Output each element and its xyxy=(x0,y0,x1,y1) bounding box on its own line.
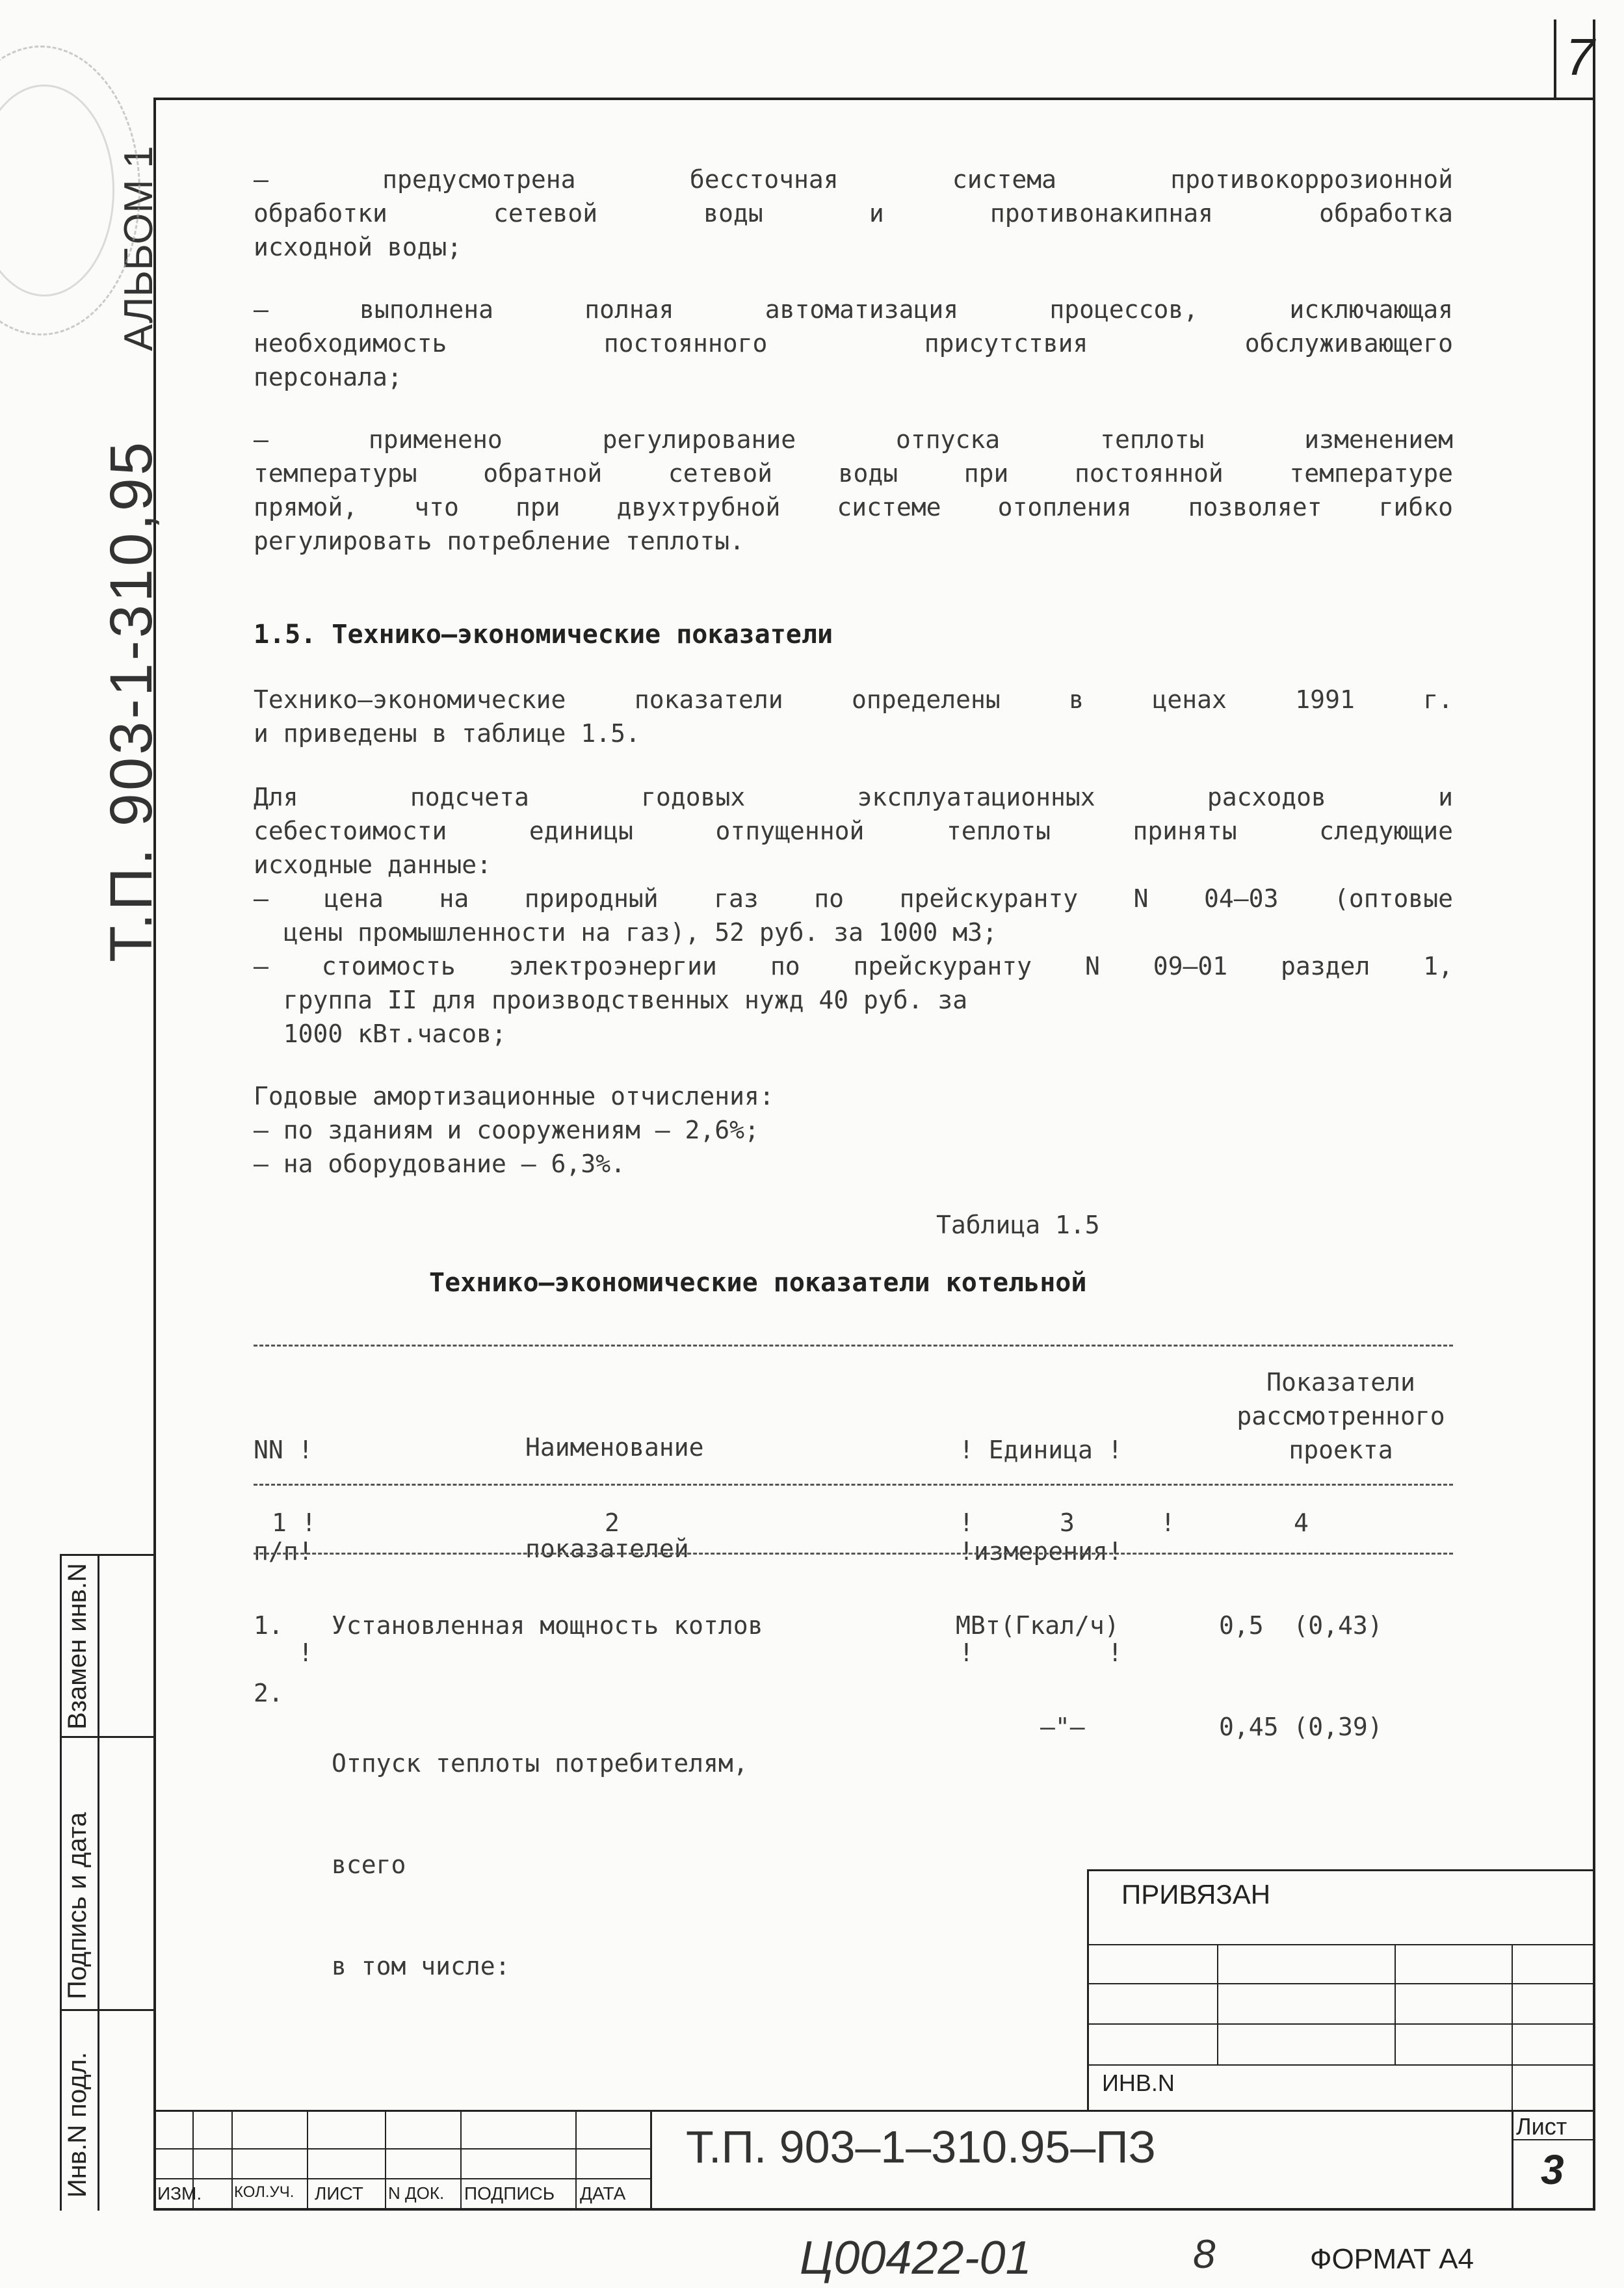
table-row-value: 0,5 (0,43) xyxy=(1219,1611,1383,1640)
row-name-line: в том числе: xyxy=(332,1952,510,1980)
amortization-item: – по зданиям и сооружениям – 2,6%; xyxy=(254,1116,759,1144)
header-line: Показатели xyxy=(1266,1368,1415,1397)
table-row-unit: –"– xyxy=(1040,1713,1085,1741)
side-strip-sep-2 xyxy=(60,2009,156,2011)
frame-bottom xyxy=(153,2208,1595,2211)
data-intro xyxy=(254,780,1453,882)
line: цены промышленности на газ), 52 руб. за 1000 м3; xyxy=(254,918,997,947)
section-intro xyxy=(254,683,1453,750)
table-rule-numbers xyxy=(254,1553,1453,1555)
header-line: рассмотренного xyxy=(1237,1402,1445,1430)
col-number-sep: ! xyxy=(1160,1508,1175,1537)
section-heading: 1.5. Технико–экономические показатели xyxy=(254,620,833,650)
amortization-block xyxy=(254,1079,1453,1181)
col-label-data: ДАТА xyxy=(580,2183,626,2203)
frame-top xyxy=(153,98,1595,100)
stamp-box-top xyxy=(1087,1869,1595,1871)
line: исходные данные: xyxy=(254,850,492,879)
handwritten-number: 8 xyxy=(1193,2232,1216,2277)
line: – стоимость электроэнергии по прейскуранту N 09–01 раздел 1, xyxy=(254,952,1453,980)
line: – предусмотрена бессточная система противокоррозионной xyxy=(254,165,1453,194)
line: – цена на природный газ по прейскуранту N 04–03 (оптовые xyxy=(254,884,1453,913)
paragraph-regulation xyxy=(254,423,1453,558)
amortization-item: – на оборудование – 6,3%. xyxy=(254,1150,625,1178)
line: обработки сетевой воды и противонакипная обработка xyxy=(254,199,1453,228)
title-block-v3 xyxy=(385,2110,386,2211)
side-strip-divider xyxy=(98,1554,99,2211)
col-number-1: 1 ! xyxy=(272,1508,317,1537)
col-number-sep: ! xyxy=(959,1508,974,1537)
line: себестоимости единицы отпущенной теплоты приняты следующие xyxy=(254,817,1453,845)
title-block-v5 xyxy=(575,2110,577,2211)
stamp-grid-v1 xyxy=(1217,1944,1218,2064)
sheet-number: 3 xyxy=(1541,2146,1564,2193)
row-name-line: всего xyxy=(332,1850,406,1879)
line: – выполнена полная автоматизация процессов, исключающая xyxy=(254,295,1453,324)
page-number-corner: 7 xyxy=(1565,28,1595,86)
frame-left xyxy=(153,98,156,2211)
sheet-label: Лист xyxy=(1516,2113,1567,2140)
table-row-num: 1. xyxy=(254,1611,283,1640)
title-block-sheet-left xyxy=(1512,2110,1513,2211)
line: персонала; xyxy=(254,363,402,391)
line: температуры обратной сетевой воды при постоянной температуре xyxy=(254,459,1453,488)
line: и приведены в таблице 1.5. xyxy=(254,719,640,748)
frame-right xyxy=(1593,20,1595,2211)
inv-label: ИНВ.N xyxy=(1102,2070,1175,2096)
table-rule-top xyxy=(254,1345,1453,1347)
title-block-v4 xyxy=(460,2110,462,2211)
title-block-v1 xyxy=(231,2110,233,2211)
line: регулировать потребление теплоты. xyxy=(254,527,744,555)
electricity-price-item xyxy=(254,949,1453,1051)
header-line: показателей xyxy=(525,1534,689,1563)
header-line: !измерения! xyxy=(959,1537,1123,1566)
side-field-signature-date: Подпись и дата xyxy=(63,1812,92,1999)
paragraph-automation xyxy=(254,293,1453,394)
col-label-izm: ИЗМ. xyxy=(157,2183,202,2203)
table-title: Технико–экономические показатели котельной xyxy=(429,1268,1087,1298)
stamp-grid-h4 xyxy=(1087,2064,1595,2066)
col-label-podpis: ПОДПИСЬ xyxy=(464,2183,555,2203)
line: исходной воды; xyxy=(254,233,462,261)
title-block-v2 xyxy=(307,2110,308,2211)
col-label-list: ЛИСТ xyxy=(315,2183,363,2203)
line: – применено регулирование отпуска теплоты изменением xyxy=(254,425,1453,454)
paragraph-anticorrosion xyxy=(254,163,1453,264)
line: 1000 кВт.часов; xyxy=(254,1019,506,1048)
title-block-v6 xyxy=(650,2110,652,2211)
row-name-line: Отпуск теплоты потребителям, xyxy=(332,1749,748,1778)
amortization-title: Годовые амортизационные отчисления: xyxy=(254,1082,774,1111)
stamp-grid-h1 xyxy=(1087,1944,1595,1945)
stamp-grid-v2 xyxy=(1395,1944,1396,2064)
side-code: Т.П. 903-1-310,95 xyxy=(98,439,164,962)
line: прямой, что при двухтрубной системе отопления позволяет гибко xyxy=(254,493,1453,521)
col-number-3: 3 xyxy=(1060,1508,1075,1537)
header-line: проекта xyxy=(1289,1436,1393,1464)
side-field-replacement: Взамен инв.N xyxy=(63,1563,92,1729)
gas-price-item xyxy=(254,882,1453,949)
table-row-num: 2. xyxy=(254,1679,283,1707)
line: группа II для производственных нужд 40 руб. за xyxy=(254,986,968,1014)
line: необходимость постоянного присутствия обслуживающего xyxy=(254,329,1453,358)
table-header-col3 xyxy=(959,1365,1123,1703)
page-number-box-left xyxy=(1554,20,1556,100)
album-label: АЛЬБОМ 1 xyxy=(116,146,161,351)
stamp-grid-v3 xyxy=(1512,1944,1513,2110)
title-block-top xyxy=(153,2110,1595,2112)
table-header-col4 xyxy=(1229,1365,1453,1467)
side-field-original-inv: Инв.N подл. xyxy=(63,2051,92,2198)
document-code: Т.П. 903–1–310.95–ПЗ xyxy=(686,2122,1156,2172)
stamp-box-left xyxy=(1087,1869,1089,2110)
side-strip-sep-1 xyxy=(60,1736,156,1738)
header-line: NN ! xyxy=(254,1436,313,1464)
privyazan-label: ПРИВЯЗАН xyxy=(1121,1879,1271,1910)
table-row-name: Установленная мощность котлов xyxy=(332,1611,763,1640)
table-label: Таблица 1.5 xyxy=(936,1211,1100,1239)
header-line: ! ! xyxy=(959,1638,1123,1667)
header-line: ! xyxy=(254,1638,313,1667)
header-line: ! Единица ! xyxy=(959,1436,1123,1464)
header-line: Наименование xyxy=(525,1433,704,1462)
stamp-grid-h3 xyxy=(1087,2023,1595,2025)
col-number-4: 4 xyxy=(1294,1508,1309,1537)
col-label-kol-uch: КОЛ.УЧ. xyxy=(234,2183,295,2201)
format-label: ФОРМАТ А4 xyxy=(1310,2243,1474,2275)
line: Для подсчета годовых эксплуатационных расходов и xyxy=(254,783,1453,811)
stamp-grid-h2 xyxy=(1087,1983,1595,1984)
col-number-2: 2 xyxy=(605,1508,620,1537)
table-header-col2 xyxy=(525,1363,704,1599)
table-rule-header xyxy=(254,1484,1453,1486)
header-line: п/п! xyxy=(254,1537,313,1566)
table-row-unit: МВт(Гкал/ч) xyxy=(956,1611,1120,1640)
col-label-n-dok: N ДОК. xyxy=(388,2183,445,2203)
side-strip-left xyxy=(60,1554,62,2211)
table-row-value: 0,45 (0,39) xyxy=(1219,1713,1383,1741)
side-strip-top xyxy=(60,1554,156,1556)
handwritten-code: Ц00422-01 xyxy=(800,2232,1032,2284)
line: Технико–экономические показатели определены в ценах 1991 г. xyxy=(254,685,1453,714)
table-row-name xyxy=(332,1679,748,2017)
